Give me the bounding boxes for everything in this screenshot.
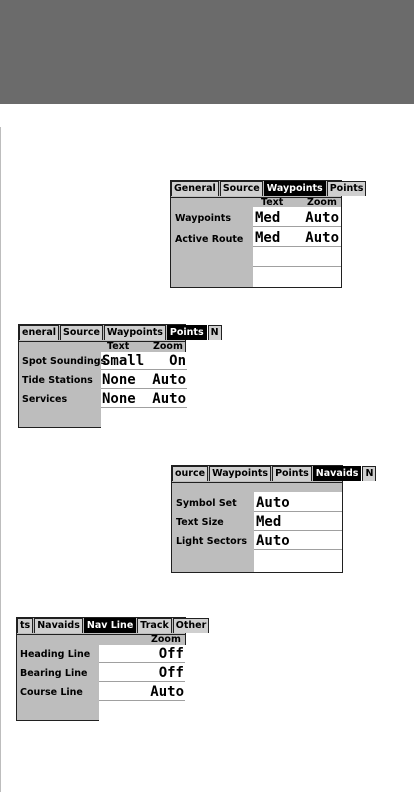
zoom-value[interactable]: Auto <box>305 210 339 226</box>
tab-nav-line[interactable]: Nav Line <box>84 618 136 633</box>
setting-value[interactable]: Auto <box>256 533 290 549</box>
row-label-spot-soundings: Spot Soundings <box>22 356 107 367</box>
setting-value[interactable]: Auto <box>150 684 184 700</box>
column-header-text: Text <box>261 197 284 208</box>
row-label-active-route: Active Route <box>175 234 244 245</box>
column-header-zoom: Zoom <box>307 197 337 208</box>
tab-points[interactable]: Points <box>167 325 207 340</box>
tab-track[interactable]: Track <box>137 618 171 633</box>
page-margin-line <box>0 127 1 792</box>
column-header-zoom: Zoom <box>151 634 181 645</box>
text-size-value[interactable]: Med <box>255 210 281 226</box>
tab-source[interactable]: ource <box>172 466 208 481</box>
setting-row-text-size[interactable] <box>254 513 342 531</box>
setting-value[interactable]: Off <box>158 646 184 662</box>
zoom-value[interactable]: On <box>169 353 186 369</box>
zoom-value[interactable]: Auto <box>152 372 186 388</box>
tab-general[interactable]: General <box>171 181 219 196</box>
setting-row-light-sectors[interactable] <box>254 532 342 550</box>
navaids-settings-panel <box>171 465 374 573</box>
row-label-waypoints: Waypoints <box>175 213 231 224</box>
setting-value[interactable]: Off <box>158 665 184 681</box>
tab-waypoints[interactable]: Waypoints <box>104 325 166 340</box>
tab-bar <box>19 325 223 341</box>
tab-navaids[interactable]: N <box>208 325 222 340</box>
setting-row-course-line[interactable] <box>99 683 185 701</box>
tab-waypoints[interactable]: Waypoints <box>264 181 326 196</box>
empty-row <box>253 249 341 267</box>
zoom-value[interactable]: Auto <box>152 391 186 407</box>
tab-nav-line[interactable]: N <box>362 466 376 481</box>
setting-row-tide-stations[interactable] <box>101 371 187 389</box>
tab-navaids[interactable]: Navaids <box>34 618 83 633</box>
column-header-text: Text <box>107 341 130 352</box>
setting-row-bearing-line[interactable] <box>99 664 185 682</box>
points-settings-panel <box>18 324 219 428</box>
setting-row-waypoints[interactable] <box>253 209 341 227</box>
tab-other[interactable]: Other <box>173 618 210 633</box>
tab-bar <box>17 618 210 634</box>
setting-row-active-route[interactable] <box>253 229 341 247</box>
setting-row-heading-line[interactable] <box>99 645 185 663</box>
row-label-symbol-set: Symbol Set <box>176 498 237 509</box>
setting-row-spot-soundings[interactable] <box>101 352 187 370</box>
column-header-zoom: Zoom <box>153 341 183 352</box>
text-size-value[interactable]: Med <box>255 230 281 246</box>
waypoints-settings-panel <box>170 180 364 288</box>
tab-general[interactable]: eneral <box>19 325 59 340</box>
text-size-value[interactable]: None <box>102 372 136 388</box>
tab-source[interactable]: Source <box>60 325 103 340</box>
row-label-bearing-line: Bearing Line <box>20 668 88 679</box>
tab-waypoints[interactable]: Waypoints <box>209 466 271 481</box>
setting-row-symbol-set[interactable] <box>254 494 342 512</box>
row-label-tide-stations: Tide Stations <box>22 375 93 386</box>
row-label-text-size: Text Size <box>176 517 224 528</box>
text-size-value[interactable]: Small <box>102 353 145 369</box>
row-label-heading-line: Heading Line <box>20 649 91 660</box>
row-label-light-sectors: Light Sectors <box>176 536 248 547</box>
tab-points[interactable]: Points <box>327 181 367 196</box>
zoom-value[interactable]: Auto <box>305 230 339 246</box>
tab-underline <box>172 482 342 483</box>
tab-navaids[interactable]: Navaids <box>313 466 362 481</box>
tab-bar <box>172 466 377 482</box>
text-size-value[interactable]: None <box>102 391 136 407</box>
setting-row-services[interactable] <box>101 390 187 408</box>
setting-value[interactable]: Med <box>256 514 282 530</box>
row-label-course-line: Course Line <box>20 687 83 698</box>
tab-source[interactable]: Source <box>220 181 263 196</box>
row-label-services: Services <box>22 394 68 405</box>
tab-bar <box>171 181 367 197</box>
tab-points[interactable]: Points <box>272 466 312 481</box>
nav-line-settings-panel <box>16 617 207 721</box>
tab-points[interactable]: ts <box>17 618 33 633</box>
setting-value[interactable]: Auto <box>256 495 290 511</box>
header-band <box>0 0 414 104</box>
